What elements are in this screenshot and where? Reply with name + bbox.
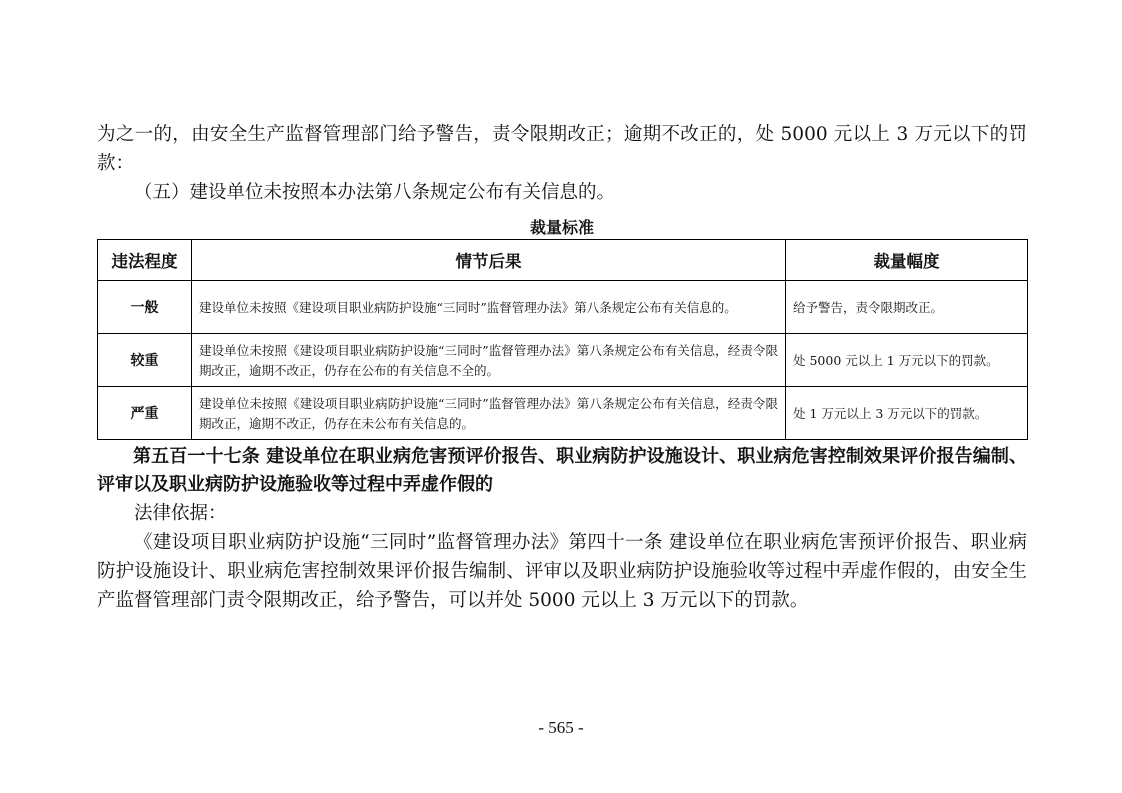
header-penalty-range: 裁量幅度	[786, 240, 1028, 281]
table-header-row	[98, 240, 1028, 281]
row-level: 严重	[98, 387, 192, 440]
row-circumstance: 建设单位未按照《建设项目职业病防护设施“三同时”监督管理办法》第八条规定公布有关信息，经责令限期改正，逾期不改正，仍存在公布的有关信息不全的。	[192, 334, 786, 387]
row-circumstance: 建设单位未按照《建设项目职业病防护设施“三同时”监督管理办法》第八条规定公布有关信息的。	[192, 281, 786, 334]
row-level: 一般	[98, 281, 192, 334]
legal-basis-text: 《建设项目职业病防护设施“三同时”监督管理办法》第四十一条 建设单位在职业病危害预评价报告、职业病防护设施设计、职业病危害控制效果评价报告编制、评审以及职业病防护设施验收等过程中弄虚作假的，由安全生产监督管理部门责令限期改正，给予警告，可以并处 5000 元以上 3 万元以下的罚款。	[97, 532, 1027, 611]
header-violation-level: 违法程度	[98, 240, 192, 281]
document-page	[97, 120, 1027, 615]
table-row	[98, 281, 1028, 334]
table-row	[98, 387, 1028, 440]
row-circumstance: 建设单位未按照《建设项目职业病防护设施“三同时”监督管理办法》第八条规定公布有关信息，经责令限期改正，逾期不改正，仍存在未公布有关信息的。	[192, 387, 786, 440]
row-penalty: 处 1 万元以上 3 万元以下的罚款。	[786, 387, 1028, 440]
item-five: （五）建设单位未按照本办法第八条规定公布有关信息的。	[134, 182, 616, 203]
article-title: 第五百一十七条 建设单位在职业病危害预评价报告、职业病防护设施设计、职业病危害控制效果评价报告编制、评审以及职业病防护设施验收等过程中弄虚作假的	[97, 446, 1027, 495]
row-penalty: 处 5000 元以上 1 万元以下的罚款。	[786, 334, 1028, 387]
row-level: 较重	[98, 334, 192, 387]
table-row	[98, 334, 1028, 387]
discretion-standard-table	[97, 239, 1028, 440]
row-penalty: 给予警告，责令限期改正。	[786, 281, 1028, 334]
continued-paragraph: 为之一的，由安全生产监督管理部门给予警告，责令限期改正；逾期不改正的，处 5000 元以上 3 万元以下的罚款：	[97, 124, 1027, 174]
header-circumstance: 情节后果	[192, 240, 786, 281]
page-number: - 565 -	[538, 718, 584, 737]
legal-basis-label: 法律依据：	[134, 503, 227, 524]
table-caption: 裁量标准	[529, 218, 594, 237]
